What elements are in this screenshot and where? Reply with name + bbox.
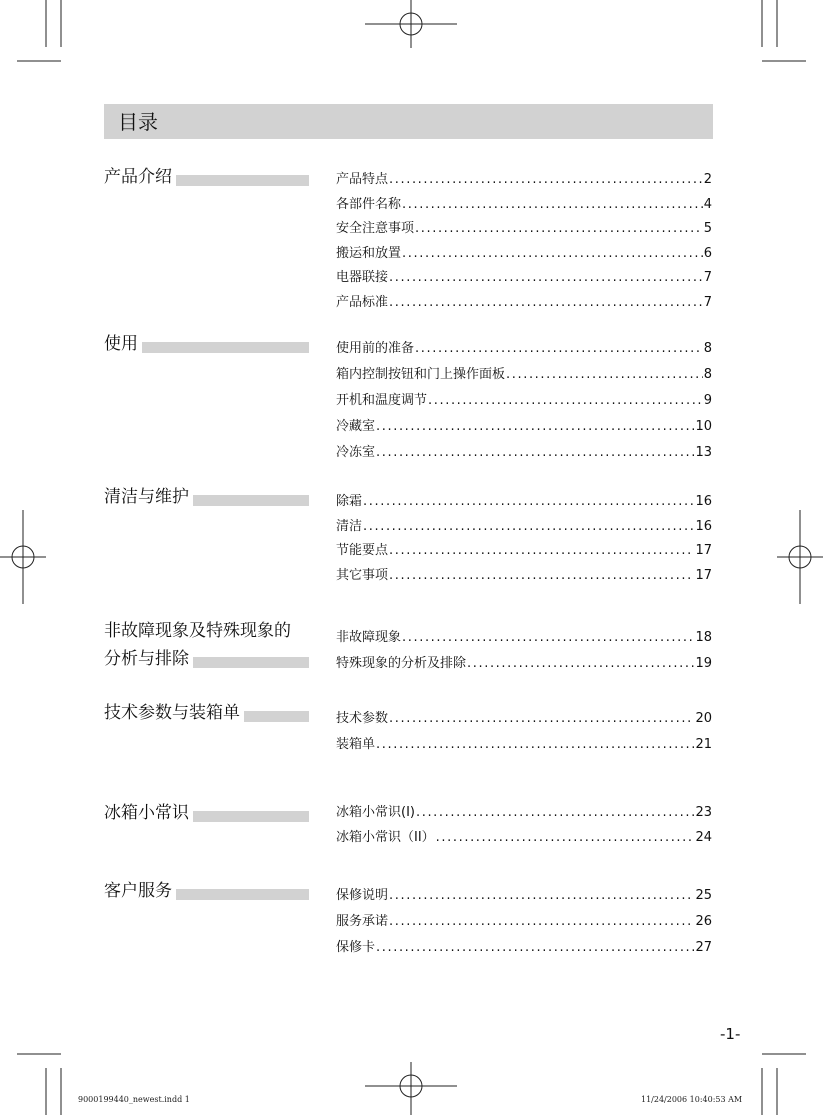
- section-label: 清洁与维护: [104, 487, 193, 507]
- toc-entry[interactable]: [336, 414, 712, 440]
- section-heading: [104, 800, 309, 826]
- toc-entry-title: 产品标准: [336, 294, 389, 310]
- toc-entry-page: 13: [695, 445, 712, 460]
- dot-leader: [415, 217, 703, 242]
- toc-entry-page: 17: [695, 567, 712, 583]
- toc-entry-title: 各部件名称: [336, 196, 402, 212]
- toc-entry[interactable]: [336, 217, 712, 242]
- section-label: 使用: [104, 334, 142, 354]
- toc-entry-title: 其它事项: [336, 567, 389, 583]
- toc-entry-list: [336, 336, 712, 466]
- slug-datetime: 11/24/2006 10:40:53 AM: [641, 1095, 743, 1104]
- toc-entry-page: 21: [695, 737, 712, 752]
- toc-entry-page: 24: [695, 829, 712, 845]
- page-number: -1-: [720, 1025, 741, 1043]
- toc-title-bar: [104, 104, 713, 139]
- section-heading: [104, 618, 309, 672]
- dot-leader: [389, 564, 694, 589]
- section-label: 产品介绍: [104, 167, 176, 187]
- dot-leader: [436, 826, 695, 851]
- dot-leader: [402, 242, 703, 267]
- dot-leader: [428, 388, 703, 414]
- slug-file: 9000199440_newest.indd 1: [78, 1095, 190, 1104]
- dot-leader: [363, 490, 694, 515]
- toc-entry-title: 保修卡: [336, 940, 376, 955]
- dot-leader: [389, 266, 703, 291]
- dot-leader: [376, 732, 694, 758]
- toc-entry-page: 7: [703, 294, 712, 310]
- toc-entry-list: [336, 168, 712, 315]
- toc-entry-title: 产品特点: [336, 172, 389, 187]
- toc-entry-title: 非故障现象: [336, 630, 402, 645]
- toc-entry-title: 安全注意事项: [336, 221, 415, 236]
- toc-entry[interactable]: [336, 801, 712, 826]
- toc-entry-list: [336, 706, 712, 758]
- toc-entry-title: 清洁: [336, 518, 363, 534]
- toc-entry-page: 27: [695, 940, 712, 955]
- toc-entry-title: 特殊现象的分析及排除: [336, 656, 467, 671]
- toc-entry-title: 开机和温度调节: [336, 393, 428, 408]
- section-heading: [104, 484, 309, 510]
- toc-entry-page: 7: [703, 270, 712, 285]
- section-label: 冰箱小常识: [104, 803, 193, 823]
- toc-entry-title: 保修说明: [336, 888, 389, 903]
- dot-leader: [389, 706, 694, 732]
- toc-entry-title: 使用前的准备: [336, 341, 415, 356]
- toc-entry-title: 服务承诺: [336, 914, 389, 929]
- toc-entry-page: 4: [703, 196, 712, 212]
- toc-entry-list: [336, 625, 712, 677]
- section-heading: [104, 331, 309, 357]
- toc-entry-title: 电器联接: [336, 270, 389, 285]
- toc-entry[interactable]: [336, 706, 712, 732]
- dot-leader: [376, 414, 694, 440]
- toc-entry[interactable]: [336, 388, 712, 414]
- dot-leader: [376, 440, 694, 466]
- toc-entry[interactable]: [336, 490, 712, 515]
- toc-entry[interactable]: [336, 291, 712, 316]
- toc-entry-page: 23: [695, 805, 712, 820]
- section-heading: [104, 700, 309, 726]
- toc-entry-list: [336, 883, 712, 961]
- toc-entry-page: 20: [695, 711, 712, 726]
- dot-leader: [416, 801, 694, 826]
- dot-leader: [389, 539, 694, 564]
- toc-entry[interactable]: [336, 826, 712, 851]
- toc-entry-page: 8: [703, 341, 712, 356]
- toc-entry[interactable]: [336, 539, 712, 564]
- section-heading: [104, 878, 309, 904]
- dot-leader: [389, 291, 703, 316]
- toc-entry-page: 17: [695, 543, 712, 558]
- toc-entry-title: 箱内控制按钮和门上操作面板: [336, 367, 506, 382]
- toc-entry[interactable]: [336, 935, 712, 961]
- toc-entry-page: 10: [695, 419, 712, 434]
- toc-entry-title: 冷冻室: [336, 445, 376, 460]
- toc-entry-page: 16: [695, 494, 712, 509]
- toc-entry[interactable]: [336, 625, 712, 651]
- dot-leader: [506, 362, 703, 388]
- toc-entry-title: 技术参数: [336, 711, 389, 726]
- toc-entry-page: 8: [703, 367, 712, 382]
- toc-entry-page: 26: [695, 914, 712, 929]
- toc-entry[interactable]: [336, 651, 712, 677]
- toc-entry-page: 9: [703, 393, 712, 408]
- toc-entry-title: 装箱单: [336, 737, 376, 752]
- toc-entry-list: [336, 490, 712, 588]
- toc-entry[interactable]: [336, 732, 712, 758]
- registration-mark-bottom: [365, 1062, 457, 1115]
- dot-leader: [389, 168, 703, 193]
- registration-mark-left: [0, 510, 46, 604]
- toc-entry-page: 16: [695, 518, 712, 534]
- toc-entry-title: 搬运和放置: [336, 245, 402, 261]
- toc-entry[interactable]: [336, 440, 712, 466]
- section-label: 技术参数与装箱单: [104, 703, 244, 723]
- toc-entry[interactable]: [336, 266, 712, 291]
- toc-entry-page: 18: [695, 630, 712, 645]
- section-label: 客户服务: [104, 881, 176, 901]
- page-title: 目录: [118, 110, 158, 134]
- toc-entry[interactable]: [336, 362, 712, 388]
- toc-entry-list: [336, 801, 712, 850]
- toc-entry[interactable]: [336, 564, 712, 589]
- toc-entry-title: 冰箱小常识（II）: [336, 829, 435, 845]
- toc-entry[interactable]: [336, 909, 712, 935]
- toc-entry[interactable]: [336, 242, 712, 267]
- toc-entry-title: 除霜: [336, 494, 363, 509]
- dot-leader: [402, 193, 703, 218]
- dot-leader: [402, 625, 694, 651]
- toc-entry-page: 25: [695, 888, 712, 903]
- section-heading: [104, 164, 309, 190]
- toc-entry[interactable]: [336, 515, 712, 540]
- toc-entry-title: 冰箱小常识(I): [336, 805, 415, 820]
- registration-mark-top: [365, 0, 457, 48]
- dot-leader: [389, 883, 694, 909]
- toc-entry-page: 2: [703, 172, 712, 187]
- toc-entry[interactable]: [336, 883, 712, 909]
- section-label: 非故障现象及特殊现象的: [104, 621, 295, 641]
- dot-leader: [389, 909, 694, 935]
- dot-leader: [467, 651, 694, 677]
- toc-entry[interactable]: [336, 168, 712, 193]
- dot-leader: [376, 935, 694, 961]
- toc-entry-page: 19: [695, 656, 712, 671]
- toc-entry-page: 5: [703, 221, 712, 236]
- toc-entry[interactable]: [336, 193, 712, 218]
- toc-entry-title: 节能要点: [336, 543, 389, 558]
- toc-entry-title: 冷藏室: [336, 419, 376, 434]
- registration-mark-right: [777, 510, 823, 604]
- dot-leader: [363, 515, 694, 540]
- section-label: 分析与排除: [104, 649, 193, 669]
- toc-entry[interactable]: [336, 336, 712, 362]
- dot-leader: [415, 336, 703, 362]
- toc-entry-page: 6: [703, 245, 712, 261]
